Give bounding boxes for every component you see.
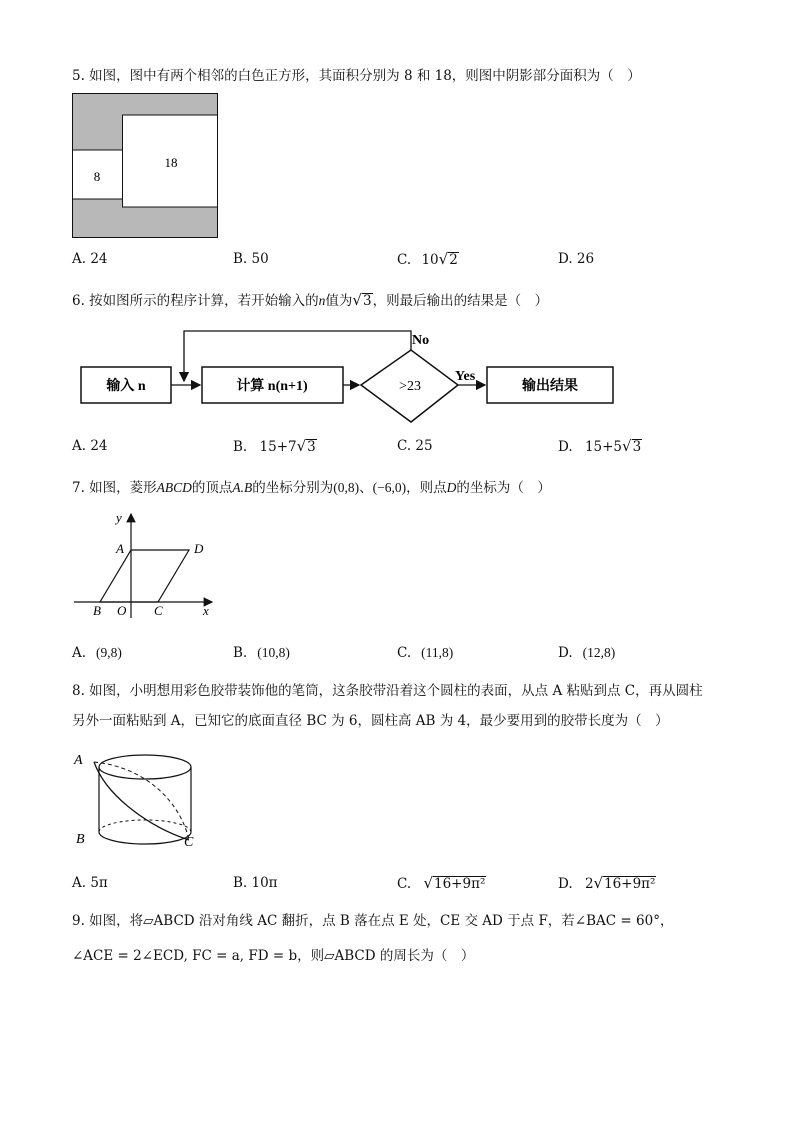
q5-option-a[interactable]: A. 24 [72, 251, 108, 267]
q5-option-c-label: C. [397, 252, 412, 268]
small-square-label: 8 [93, 169, 101, 184]
q7-option-b[interactable]: B. (10,8) [233, 645, 290, 661]
label-B: B [93, 603, 101, 618]
q6-option-b[interactable]: B. 15+7√3 [233, 437, 316, 455]
q7-option-a[interactable]: A. (9,8) [72, 645, 122, 661]
label-D: D [194, 541, 204, 556]
q8-option-b[interactable]: B. 10π [233, 875, 278, 891]
q5-option-c[interactable] [397, 249, 459, 270]
q7-option-d[interactable]: D. (12,8) [558, 645, 616, 661]
flow-yes-label: Yes [455, 369, 476, 384]
label-A: A [74, 753, 83, 768]
q5-option-c-coef: 10 [421, 252, 439, 268]
q8-line1: 8. 如图，小明想用彩色胶带装饰他的笔筒，这条胶带沿着这个圆柱的表面，从点 A 粘贴到点 C，再从圆柱 [72, 683, 703, 699]
q9-line2: ∠ACE = 2∠ECD, FC = a, FD = b，则▱ABCD 的周长为（ ） [72, 948, 475, 964]
q8-option-c[interactable]: C. √16+9π² [397, 874, 486, 892]
q8-cylinder-figure [72, 748, 207, 853]
q6-option-a[interactable]: A. 24 [72, 438, 108, 454]
q6-flowchart [72, 325, 617, 425]
label-C: C [184, 835, 194, 850]
q5-option-c-radicand: 2 [449, 252, 458, 268]
label-B: B [76, 832, 85, 847]
radical-sign: √ [352, 291, 362, 309]
q6-option-c[interactable]: C. 25 [397, 438, 433, 454]
q6-option-d[interactable]: D. 15+5√3 [558, 437, 642, 455]
radical-sign: √ [296, 437, 307, 455]
big-square-label: 18 [164, 155, 178, 170]
q5-option-b[interactable]: B. 50 [233, 251, 269, 267]
q7-text: 7. 如图，菱形ABCD的顶点A.B的坐标分别为(0,8)、(−6,0)，则点D的坐标为（ ） [72, 480, 551, 496]
flow-compute-label: 计算 n(n+1) [236, 379, 308, 394]
q8-line2: 另外一面粘贴到 A，已知它的底面直径 BC 为 6，圆柱高 AB 为 4，最少要用到的胶带长度为（ ） [72, 713, 669, 729]
radical-sign: √ [622, 437, 632, 455]
q7-figure [72, 510, 222, 620]
label-y: y [116, 510, 122, 525]
cylinder-top [99, 755, 191, 779]
q5-text: 5. 如图，图中有两个相邻的白色正方形，其面积分别为 8 和 18，则图中阴影部分面积为（ ） [72, 68, 641, 84]
q5-figure [72, 93, 218, 238]
flow-no-label: No [412, 333, 430, 348]
q8-option-a[interactable]: A. 5π [72, 875, 108, 891]
rhombus-abcd [100, 550, 189, 602]
q6-text: 6. 按如图所示的程序计算，若开始输入的n值为√3，则最后输出的结果是（ ） [72, 291, 549, 309]
q7-option-c[interactable]: C. (11,8) [397, 645, 454, 661]
cylinder-bottom-back [99, 820, 191, 832]
flow-input-label: 输入 n [106, 379, 146, 394]
q8-option-d[interactable]: D. 2√16+9π² [558, 874, 656, 892]
label-A: A [116, 541, 124, 556]
flow-output-label: 输出结果 [522, 379, 578, 394]
q5-option-d[interactable]: D. 26 [558, 251, 595, 267]
q9-line1: 9. 如图，将▱ABCD 沿对角线 AC 翻折，点 B 落在点 E 处，CE 交 AD 于点 F，若∠BAC = 60°， [72, 913, 674, 929]
label-C: C [154, 603, 163, 618]
radical-sign: √ [593, 874, 604, 892]
cylinder-bottom-front [99, 832, 191, 844]
label-x: x [203, 603, 209, 618]
radical-sign: √ [423, 874, 433, 892]
flow-condition-label: >23 [399, 379, 421, 394]
radical-sign: √ [438, 250, 449, 268]
label-O: O [117, 603, 127, 618]
